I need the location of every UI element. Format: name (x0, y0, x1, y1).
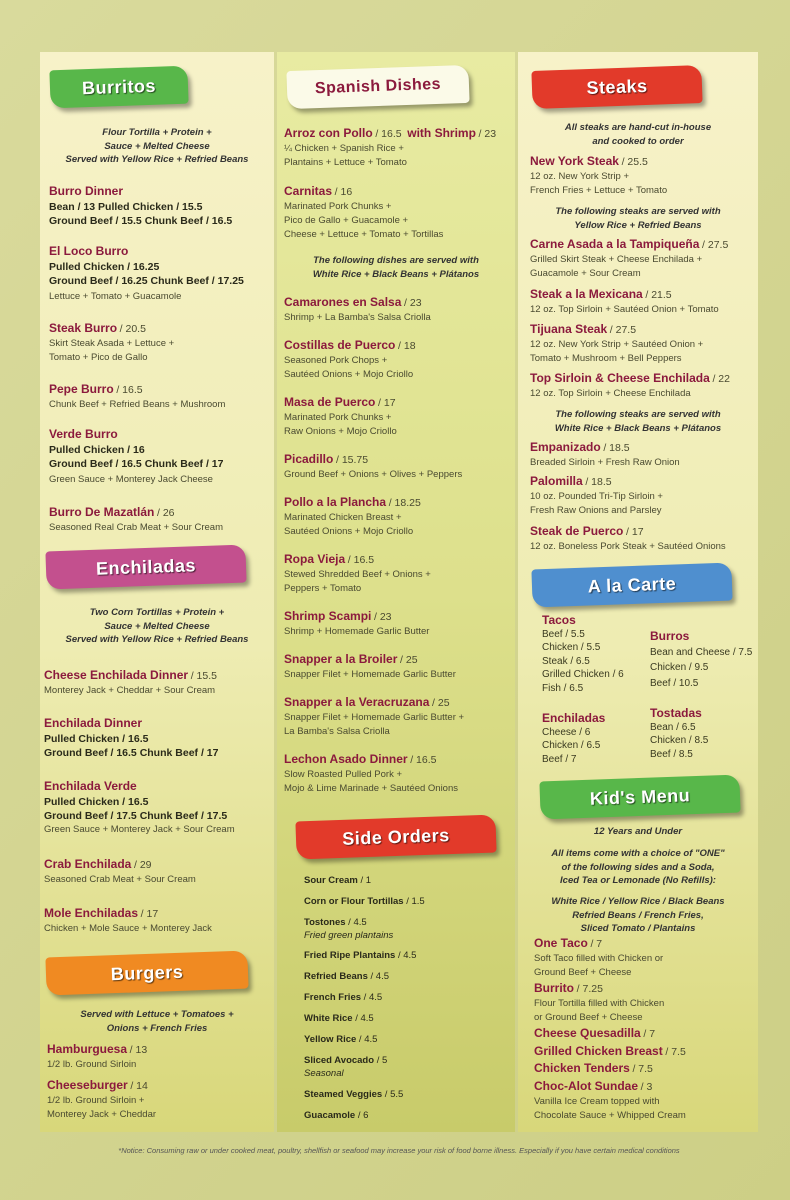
sides-title: Side Orders (341, 824, 451, 849)
spanish-banner (286, 65, 469, 109)
menu-item: Arroz con Pollo / 16.5 with Shrimp / 23 ¼ Chicken + Spanish Rice + Plantains + Lettuce + Tomato (284, 126, 497, 168)
food-safety-notice: *Notice: Consuming raw or under cooked meat, poultry, shellfish or seafood may increase your risk of food borne illness. Especially if you have certain medical conditions (118, 1146, 680, 1155)
side-item: French Fries / 4.5 (304, 992, 383, 1003)
menu-item: Picadillo / 15.75 Ground Beef + Onions + Olives + Peppers (284, 452, 463, 480)
alacarte-title: A la Carte (587, 572, 677, 597)
burgers-banner (45, 950, 248, 995)
menu-item: Snapper a la Veracruzana / 25 Snapper Filet + Homemade Garlic Butter + La Bamba's Salsa Criolla (284, 695, 465, 737)
side-item: Sour Cream / 1 (304, 875, 372, 886)
menu-item: Steak Burro / 20.5 Skirt Steak Asada + Lettuce + Tomato + Pico de Gallo (49, 321, 175, 363)
menu-item: Grilled Chicken Breast / 7.5 (534, 1044, 686, 1058)
menu-item: Palomilla / 18.5 10 oz. Pounded Tri-Tip Sirloin + Fresh Raw Onions and Parsley (530, 474, 663, 516)
menu-item: Carne Asada a la Tampiqueña / 27.5 Grilled Skirt Steak + Cheese Enchilada + Guacamole + Sour Cream (530, 237, 729, 279)
menu-item: Top Sirloin & Cheese Enchilada / 22 12 oz. Top Sirloin + Cheese Enchilada (530, 371, 730, 399)
menu-item: Carnitas / 16 Marinated Pork Chunks + Pico de Gallo + Guacamole + Cheese + Lettuce + Tomato + Tortillas (284, 184, 444, 240)
menu-item: Steak de Puerco / 17 12 oz. Boneless Pork Steak + Sautéed Onions (530, 524, 726, 552)
side-item: Tostones / 4.5 Fried green plantains (304, 917, 394, 941)
steaks-title: Steaks (586, 75, 648, 98)
menu-item: Steak a la Mexicana / 21.5 12 oz. Top Sirloin + Sautéed Onion + Tomato (530, 287, 719, 315)
spanish-title: Spanish Dishes (314, 75, 442, 98)
side-item: Refried Beans / 4.5 (304, 971, 390, 982)
menu-item: Lechon Asado Dinner / 16.5 Slow Roasted Pulled Pork + Mojo & Lime Marinade + Sautéed Onions (284, 752, 459, 794)
spanish-note: The following dishes are served with White Rice + Black Beans + Plátanos (312, 255, 480, 280)
menu-item: Enchilada Dinner Pulled Chicken / 16.5 Ground Beef / 16.5 Chunk Beef / 17 (44, 716, 219, 759)
menu-item: Mole Enchiladas / 17 Chicken + Mole Sauce + Monterey Jack (44, 906, 212, 934)
menu-item: Empanizado / 18.5 Breaded Sirloin + Fresh Raw Onion (530, 440, 680, 468)
kids-sides-note: All items come with a choice of "ONE" of the following sides and a Soda, Iced Tea or Lemonade (No Refills): (551, 848, 725, 886)
menu-item: New York Steak / 25.5 12 oz. New York Strip + French Fries + Lettuce + Tomato (530, 154, 668, 196)
steaks-banner (531, 65, 702, 109)
kids-age-note: 12 Years and Under (593, 826, 683, 837)
menu-item: Burro De Mazatlán / 26 Seasoned Real Crab Meat + Sour Cream (49, 505, 223, 533)
alacarte-enchiladas: Enchiladas Cheese / 6 Chicken / 6.5 Beef / 7 (542, 711, 606, 765)
menu-item: Crab Enchilada / 29 Seasoned Crab Meat + Sour Cream (44, 857, 196, 885)
menu-item: Pepe Burro / 16.5 Chunk Beef + Refried Beans + Mushroom (49, 382, 226, 410)
menu-item: Snapper a la Broiler / 25 Snapper Filet + Homemade Garlic Butter (284, 652, 456, 680)
kids-sides-list: White Rice / Yellow Rice / Black Beans Refried Beans / French Fries, Sliced Tomato / Plantains (551, 896, 725, 934)
menu-item: Burro Dinner Bean / 13 Pulled Chicken / 15.5 Ground Beef / 15.5 Chunk Beef / 16.5 (49, 184, 233, 227)
enchiladas-note: Two Corn Tortillas + Protein + Sauce + Melted Cheese Served with Yellow Rice + Refried Beans (65, 607, 249, 645)
enchiladas-title: Enchiladas (95, 554, 197, 579)
side-item: Steamed Veggies / 5.5 (304, 1089, 404, 1100)
steaks-note-3: The following steaks are served with White Rice + Black Beans + Plátanos (554, 409, 722, 434)
menu-item: One Taco / 7 Soft Taco filled with Chicken or Ground Beef + Cheese (534, 936, 664, 978)
menu-item: Cheeseburger / 14 1/2 lb. Ground Sirloin + Monterey Jack + Cheddar (47, 1078, 157, 1120)
menu-item: Camarones en Salsa / 23 Shrimp + La Bamba's Salsa Criolla (284, 295, 431, 323)
menu-item: Choc-Alot Sundae / 3 Vanilla Ice Cream topped with Chocolate Sauce + Whipped Cream (534, 1079, 686, 1121)
menu-item: Masa de Puerco / 17 Marinated Pork Chunks + Raw Onions + Mojo Criollo (284, 395, 397, 437)
burgers-note: Served with Lettuce + Tomatoes + Onions + French Fries (80, 1009, 234, 1034)
menu-item: Hamburguesa / 13 1/2 lb. Ground Sirloin (47, 1042, 148, 1070)
side-item: White Rice / 4.5 (304, 1013, 374, 1024)
menu-item: Ropa Vieja / 16.5 Stewed Shredded Beef + Onions + Peppers + Tomato (284, 552, 431, 594)
alacarte-tostadas: Tostadas Bean / 6.5 Chicken / 8.5 Beef / 8.5 (650, 706, 709, 760)
menu-item: Cheese Enchilada Dinner / 15.5 Monterey Jack + Cheddar + Sour Cream (44, 668, 217, 696)
side-item: Guacamole / 6 (304, 1110, 369, 1121)
menu-item: Pollo a la Plancha / 18.25 Marinated Chicken Breast + Sautéed Onions + Mojo Criollo (284, 495, 421, 537)
menu-item: Tijuana Steak / 27.5 12 oz. New York Strip + Sautéed Onion + Tomato + Mushroom + Bell Peppers (530, 322, 704, 364)
sides-banner (295, 815, 496, 860)
menu-item: Costillas de Puerco / 18 Seasoned Pork Chops + Sautéed Onions + Mojo Criollo (284, 338, 416, 380)
burritos-title: Burritos (81, 75, 157, 98)
burritos-note: Flour Tortilla + Protein + Sauce + Melted Cheese Served with Yellow Rice + Refried Beans (65, 127, 249, 165)
menu-item: Burrito / 7.25 Flour Tortilla filled with Chicken or Ground Beef + Cheese (534, 981, 665, 1023)
menu-item: Verde Burro Pulled Chicken / 16 Ground Beef / 16.5 Chunk Beef / 17 Green Sauce + Monterey Jack Cheese (49, 427, 224, 485)
menu-item: Chicken Tenders / 7.5 (534, 1061, 653, 1075)
menu-item: Enchilada Verde Pulled Chicken / 16.5 Ground Beef / 17.5 Chunk Beef / 17.5 Green Sauce + Monterey Jack + Sour Cream (44, 779, 235, 835)
kids-title: Kid's Menu (589, 784, 691, 809)
alacarte-tacos: Tacos Beef / 5.5 Chicken / 5.5 Steak / 6.5 Grilled Chicken / 6 Fish / 6.5 (542, 613, 624, 694)
burgers-title: Burgers (110, 961, 184, 984)
steaks-note-2: The following steaks are served with Yellow Rice + Refried Beans (555, 206, 721, 231)
menu-item: Shrimp Scampi / 23 Shrimp + Homemade Garlic Butter (284, 609, 430, 637)
menu-item: Cheese Quesadilla / 7 (534, 1026, 656, 1040)
alacarte-banner (531, 563, 732, 608)
side-item: Corn or Flour Tortillas / 1.5 (304, 896, 425, 907)
burritos-banner (49, 66, 188, 109)
menu-item: El Loco Burro Pulled Chicken / 16.25 Ground Beef / 16.25 Chunk Beef / 17.25 Lettuce + Tomato + Guacamole (49, 244, 244, 302)
enchiladas-banner (45, 545, 246, 590)
side-item: Sliced Avocado / 5 Seasonal (304, 1055, 388, 1079)
side-item: Yellow Rice / 4.5 (304, 1034, 378, 1045)
steaks-note: All steaks are hand-cut in-house and cooked to order (564, 122, 712, 147)
kids-banner (539, 775, 740, 820)
alacarte-burros: Burros Bean and Cheese / 7.5 Chicken / 9.5 Beef / 10.5 (650, 629, 753, 689)
side-item: Fried Ripe Plantains / 4.5 (304, 950, 417, 961)
